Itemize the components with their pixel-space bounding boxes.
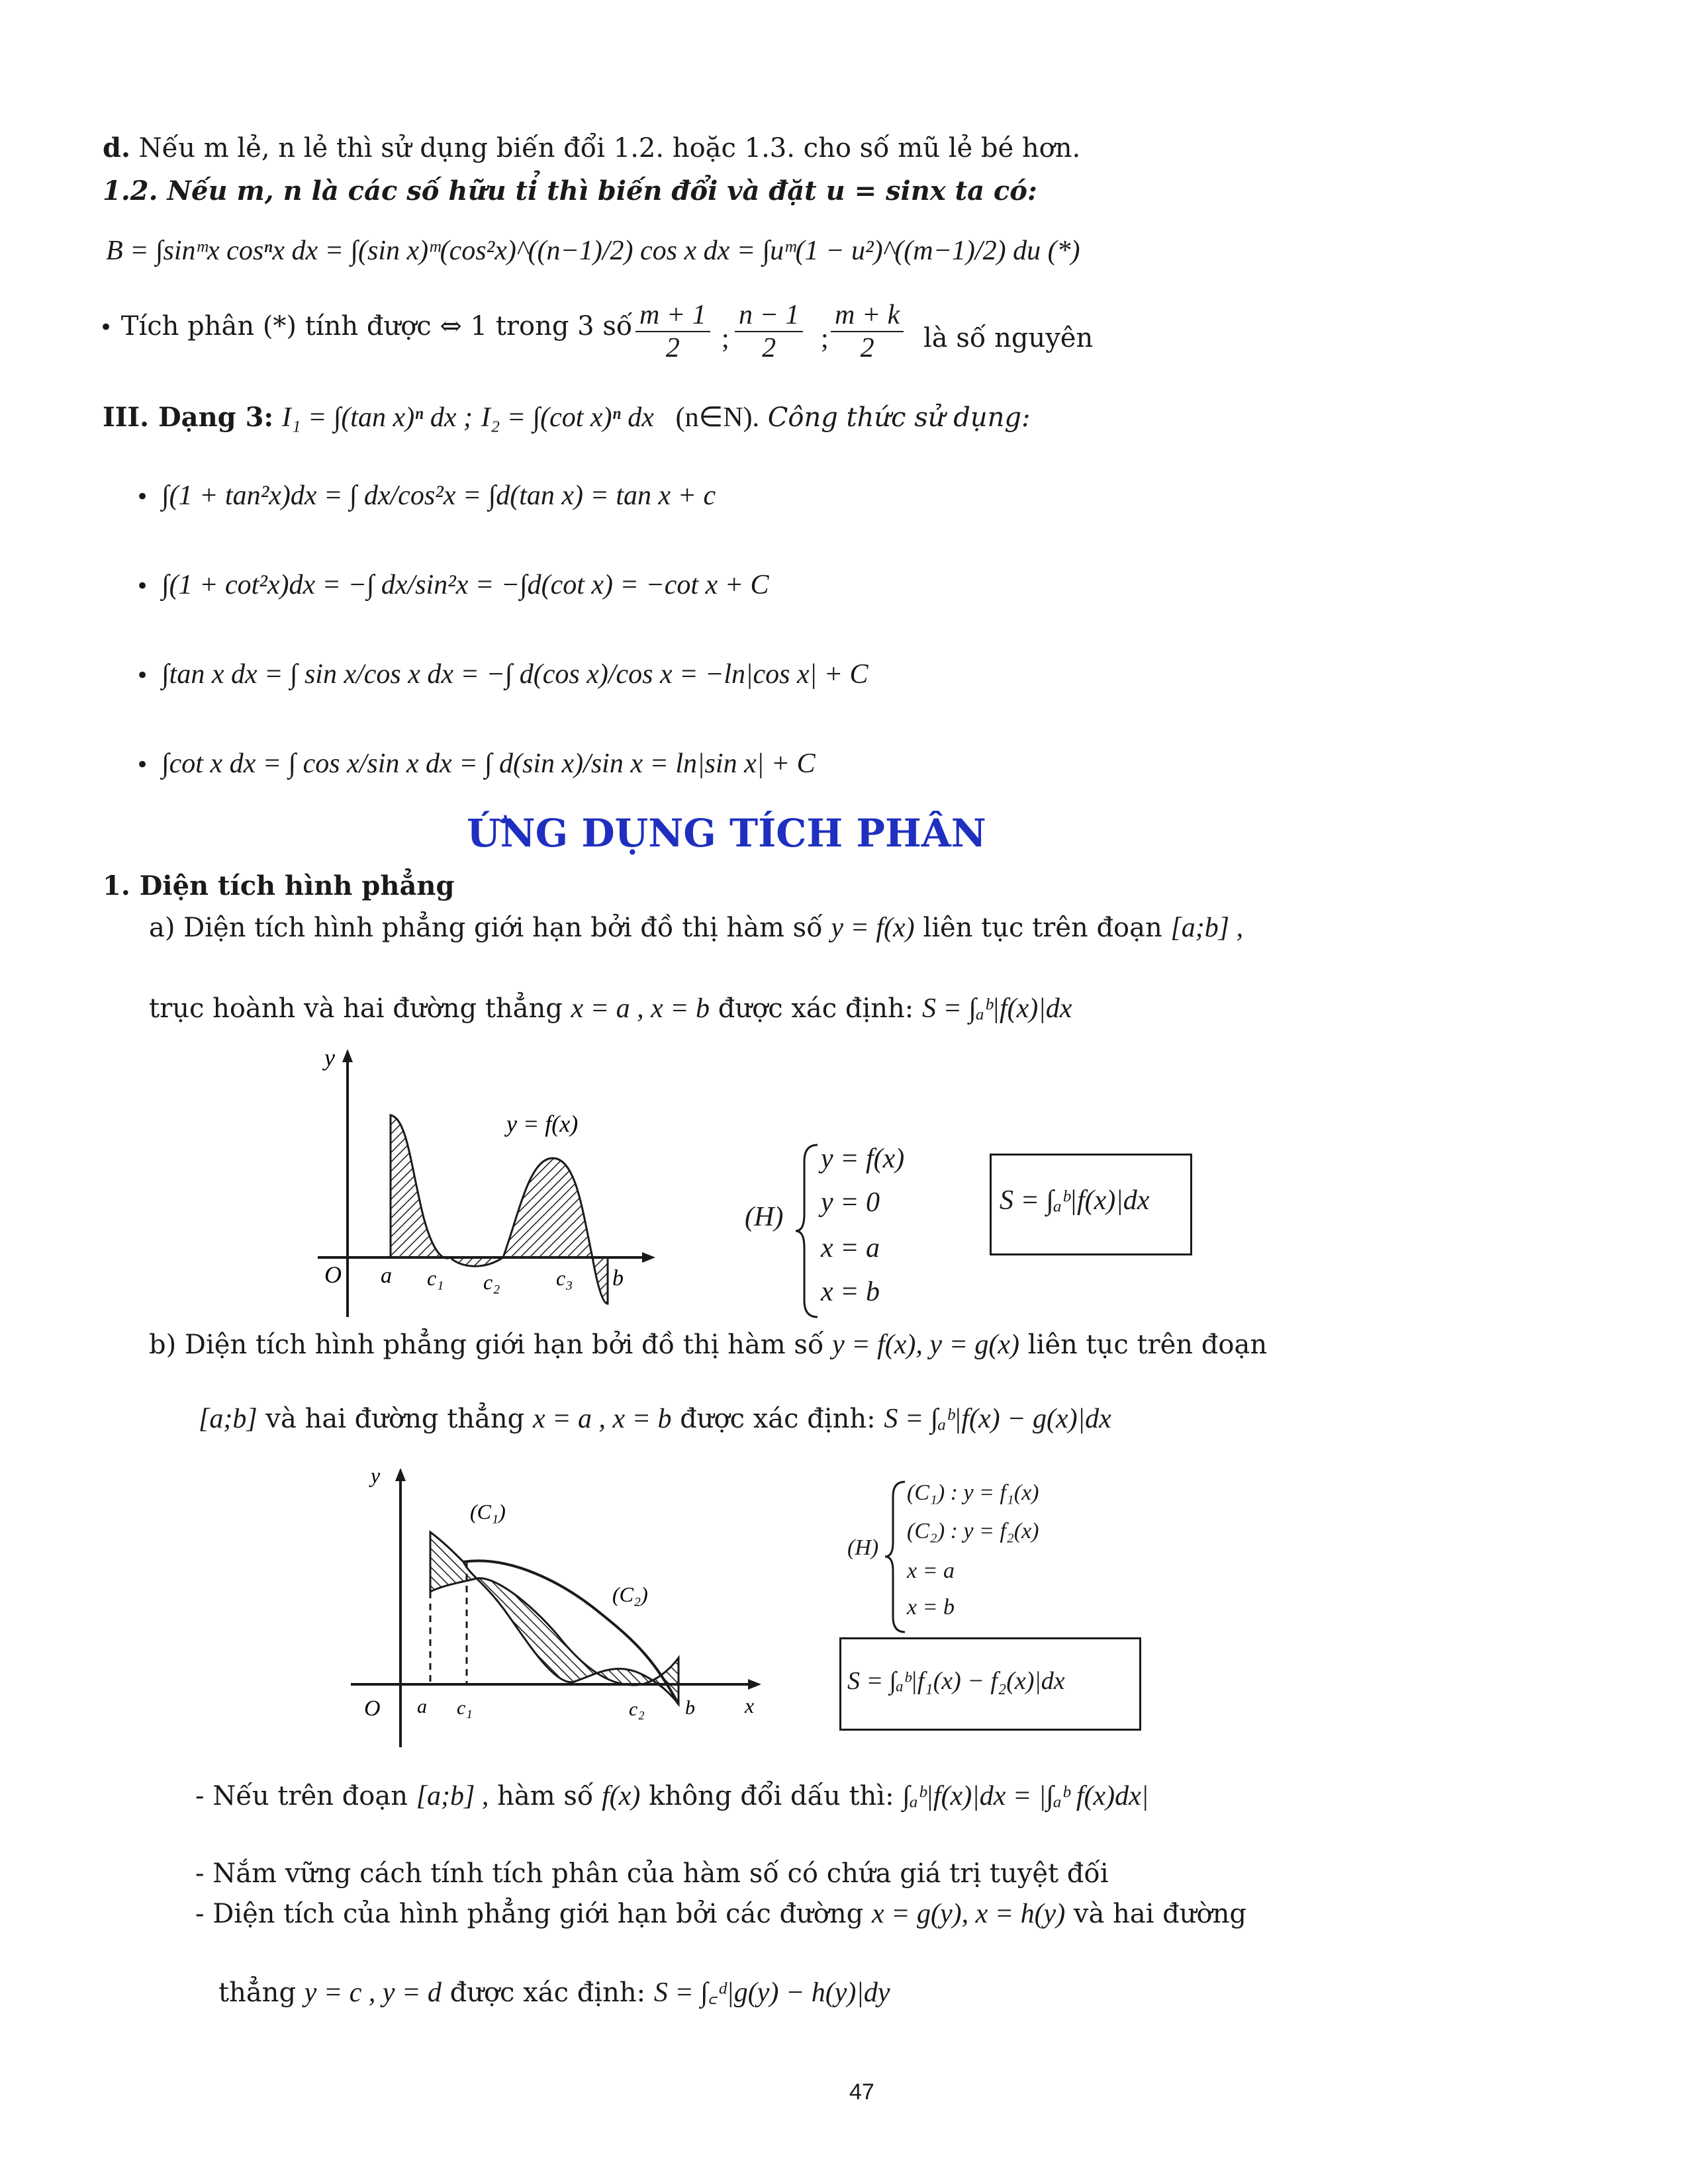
system2-brace	[884, 1479, 908, 1637]
x-arrow	[748, 1679, 761, 1690]
frac2-den: 2	[762, 333, 776, 363]
graph2-c2-label: (C₂)	[612, 1582, 648, 1606]
note-2: - Nắm vững cách tính tích phân của hàm số có chứa giá trị tuyệt đối	[195, 1858, 1109, 1889]
graph1-curve-label: y = f(x)	[506, 1111, 579, 1137]
formula-row-4	[136, 748, 816, 780]
line-tich-phan	[99, 311, 632, 341]
line-dang3	[103, 400, 1030, 433]
bullet: •	[136, 573, 150, 600]
para-b1-text: b) Diện tích hình phẳng giới hạn bởi đồ thị hàm số	[149, 1330, 824, 1360]
para-b2-text: và hai đường thẳng	[265, 1404, 525, 1434]
y-arrow	[395, 1468, 406, 1481]
graph2-tick-c2: c₂	[629, 1698, 645, 1720]
section-1-title: 1. Diện tích hình phẳng	[103, 870, 455, 901]
system1-eq4: x = b	[821, 1277, 880, 1307]
x-arrow	[642, 1252, 655, 1263]
semicolon-1: ;	[722, 324, 729, 354]
semicolon-2: ;	[821, 324, 829, 354]
note1-c: không đổi dấu thì:	[649, 1781, 894, 1811]
formula-I1: I₁ = ∫(tan x)ⁿ dx ;	[281, 402, 473, 433]
frac2-num: n − 1	[735, 299, 803, 332]
section-1-2: 1.2. Nếu m, n là các số hữu tỉ thì biến đổi và đặt u = sinx ta có:	[103, 175, 1037, 206]
graph1-y-label: y	[324, 1046, 335, 1071]
dang3-prefix: III. Dạng 3:	[103, 402, 274, 433]
note1-a: - Nếu trên đoạn	[195, 1781, 408, 1811]
note-3	[195, 1898, 1246, 1930]
graph-1	[291, 1046, 675, 1324]
graph1-tick-a: a	[381, 1263, 392, 1288]
para-b1-fx: y = f(x), y = g(x)	[832, 1330, 1020, 1360]
hatched-region-2	[450, 1257, 503, 1266]
graph2-tick-b: b	[685, 1697, 695, 1719]
para-b2-xa: x = a , x = b	[532, 1404, 672, 1434]
para-a-line2	[149, 993, 1072, 1024]
para-a1-end: liên tục trên đoạn	[923, 913, 1162, 943]
bullet: •	[136, 662, 150, 689]
note1-b: hàm số	[497, 1781, 594, 1811]
graph2-c1-label: (C₁)	[470, 1500, 506, 1524]
system1-label: (H)	[745, 1202, 784, 1232]
note3-a: - Diện tích của hình phẳng giới hạn bởi các đường	[195, 1899, 864, 1929]
formula-row-1	[136, 480, 716, 512]
formula-cot-sq: ∫(1 + cot²x)dx = −∫ dx/sin²x = −∫d(cot x) = −cot x + C	[162, 570, 769, 600]
graph2-origin: O	[364, 1696, 381, 1721]
para-b1-end: liên tục trên đoạn	[1027, 1330, 1268, 1360]
frac3-den: 2	[860, 333, 874, 363]
formula-tan-sq: ∫(1 + tan²x)dx = ∫ dx/cos²x = ∫d(tan x) = tan x + c	[162, 480, 716, 511]
frac1-num: m + 1	[635, 299, 710, 332]
para-a2-xa: x = a , x = b	[571, 993, 710, 1024]
para-a-line1	[149, 912, 1243, 944]
para-b-line2	[199, 1403, 1111, 1435]
area-formula-b: S = ∫ₐᵇ|f(x) − g(x)|dx	[884, 1404, 1111, 1434]
frac-n-minus-1	[735, 299, 803, 364]
para-a2-text: trục hoành và hai đường thẳng	[149, 993, 563, 1024]
area-box-2-formula: S = ∫ₐᵇ|f₁(x) − f₂(x)|dx	[847, 1667, 1065, 1695]
frac3-num: m + k	[831, 299, 904, 332]
hatched-region	[430, 1532, 679, 1704]
bullet: •	[136, 752, 150, 778]
d-text: Nếu m lẻ, n lẻ thì sử dụng biến đổi 1.2. hoặc 1.3. cho số mũ lẻ bé hơn.	[130, 133, 1081, 163]
graph1-tick-c2: c₂	[483, 1270, 500, 1294]
system2-eq3: x = a	[907, 1559, 955, 1583]
formula-row-3	[136, 659, 868, 690]
graph2-tick-c1: c₁	[457, 1697, 473, 1719]
note-4	[218, 1972, 890, 2010]
formula-cot: ∫cot x dx = ∫ cos x/sin x dx = ∫ d(sin x)/sin x = ln|sin x| + C	[162, 749, 816, 779]
note3-b: và hai đường	[1073, 1899, 1246, 1929]
formula-B: B = ∫sinᵐx cosⁿx dx = ∫(sin x)ᵐ(cos²x)^((n−1)/2) cos x dx = ∫uᵐ(1 − u²)^((m−1)/2) du (*)	[106, 236, 1080, 266]
note1-abs-eq: ∫ₐᵇ|f(x)|dx = |∫ₐᵇ f(x)dx|	[902, 1781, 1149, 1811]
dang3-suffix: Công thức sử dụng:	[767, 402, 1031, 433]
frac1-den: 2	[665, 333, 680, 363]
system1-brace	[794, 1142, 821, 1323]
bullet: •	[99, 314, 113, 341]
page-number: 47	[849, 2079, 874, 2105]
note4-a: thẳng	[218, 1978, 297, 2008]
graph1-tick-c1: c₁	[427, 1266, 444, 1290]
hatched-region-1	[391, 1115, 450, 1258]
system2-eq1: (C₁) : y = f₁(x)	[907, 1480, 1039, 1505]
formula-I2: I₂ = ∫(cot x)ⁿ dx	[481, 402, 654, 433]
note1-ab: [a;b] ,	[416, 1781, 489, 1811]
para-a1-text: a) Diện tích hình phẳng giới hạn bởi đồ thị hàm số	[149, 913, 823, 943]
dang3-cond: (n∈N).	[675, 402, 760, 433]
system1-eq1: y = f(x)	[821, 1144, 905, 1174]
formula-tan: ∫tan x dx = ∫ sin x/cos x dx = −∫ d(cos x)/cos x = −ln|cos x| + C	[162, 659, 868, 690]
page-heading: ỨNG DỤNG TÍCH PHÂN	[467, 811, 986, 856]
hatched-region-3	[503, 1158, 592, 1257]
y-arrow	[342, 1049, 353, 1062]
graph2-y-label: y	[371, 1463, 381, 1487]
graph-2	[344, 1463, 781, 1754]
tich-phan-text: Tích phân (*) tính được ⇔ 1 trong 3 số	[120, 311, 633, 341]
graph1-origin: O	[324, 1261, 342, 1288]
graph2-tick-a: a	[417, 1696, 427, 1717]
area-formula-a: S = ∫ₐᵇ|f(x)|dx	[922, 993, 1072, 1024]
area-formula-y: S = ∫꜀ᵈ|g(y) − h(y)|dy	[653, 1978, 890, 2008]
para-b-line1	[149, 1329, 1267, 1361]
note3-xg: x = g(y), x = h(y)	[871, 1899, 1066, 1929]
formula-row-2	[136, 569, 769, 601]
graph2-x-label: x	[745, 1694, 755, 1717]
bullet: •	[136, 484, 150, 510]
system1-eq3: x = a	[821, 1233, 880, 1263]
la-so-nguyen: là số nguyên	[923, 323, 1094, 353]
note4-b: được xác định:	[449, 1978, 646, 2008]
system2-label: (H)	[847, 1535, 879, 1560]
system1-eq2: y = 0	[821, 1187, 880, 1218]
hatched-region-4	[592, 1257, 608, 1304]
d-prefix: d.	[103, 132, 130, 163]
note4-y: y = c , y = d	[304, 1978, 442, 2008]
para-a2-end: được xác định:	[718, 993, 914, 1024]
para-b2-ab: [a;b]	[199, 1404, 258, 1434]
line-d	[103, 132, 1080, 163]
frac-m-plus-1	[635, 299, 710, 364]
area-box-1-formula: S = ∫ₐᵇ|f(x)|dx	[1000, 1185, 1150, 1216]
para-a1-ab: [a;b] ,	[1170, 913, 1244, 943]
para-b2-end: được xác định:	[680, 1404, 876, 1434]
note1-fx: f(x)	[602, 1781, 641, 1811]
note-1	[195, 1780, 1149, 1812]
graph1-tick-b: b	[612, 1266, 624, 1291]
system2-eq4: x = b	[907, 1595, 955, 1619]
system2-eq2: (C₂) : y = f₂(x)	[907, 1519, 1039, 1543]
para-a1-fx: y = f(x)	[831, 913, 915, 943]
frac-m-plus-k	[831, 299, 904, 364]
graph1-tick-c3: c₃	[556, 1266, 573, 1290]
